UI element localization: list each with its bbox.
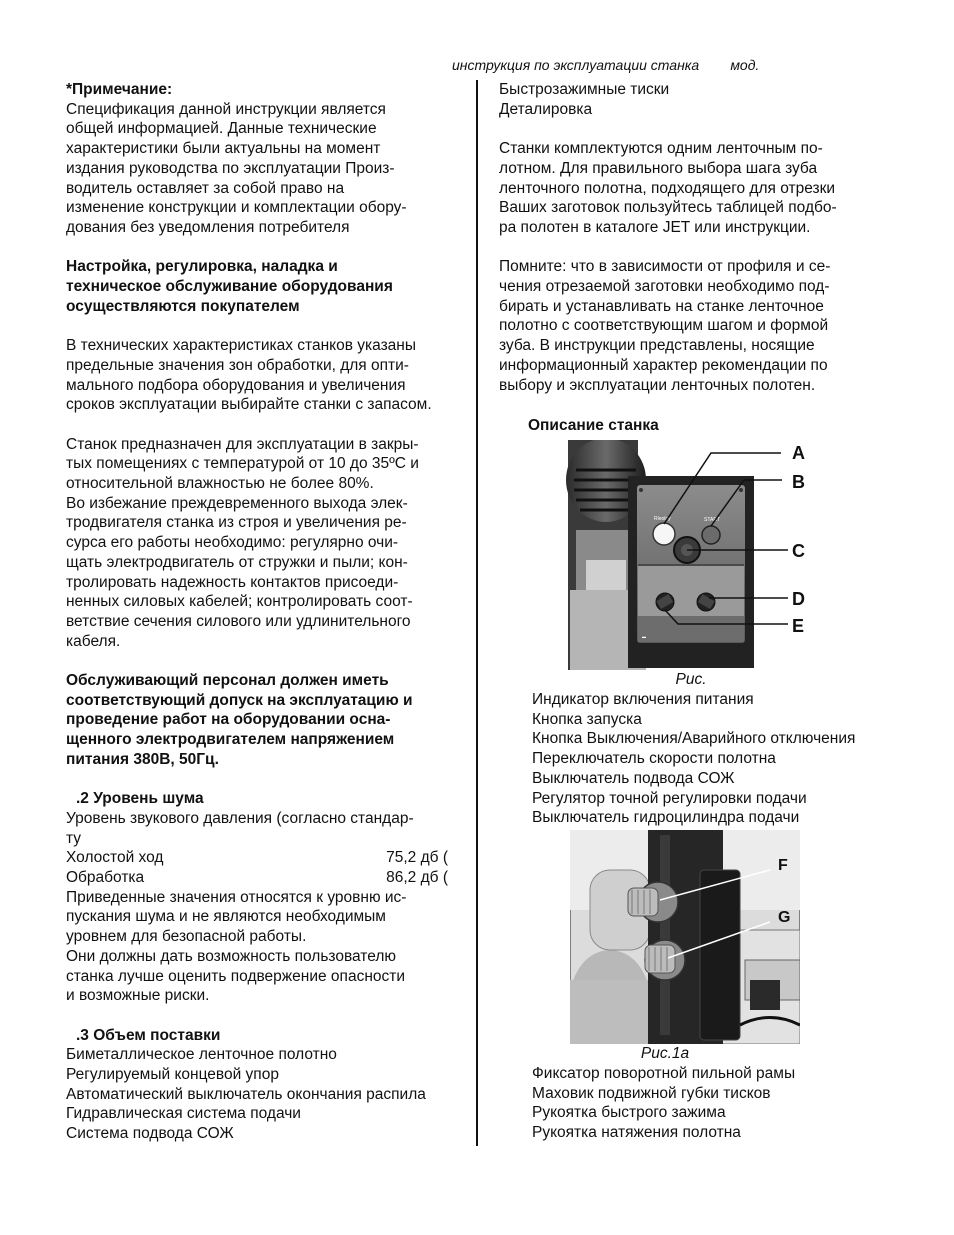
text-line: ветствие сечения силового или удлинительного <box>66 612 411 630</box>
figure-label: C <box>792 541 805 561</box>
text-line: характеристики были актуальны на момент <box>66 140 381 158</box>
fig1-items <box>532 690 942 828</box>
header-title: инструкция по эксплуатации станка <box>452 57 700 73</box>
figure-label: E <box>792 616 805 636</box>
text-line: бирать и устанавливать на станке ленточное <box>499 297 824 315</box>
list-item: Фиксатор поворотной пильной рамы <box>532 1065 796 1082</box>
text-line: изменение конструкции и комплектации обору- <box>66 199 407 217</box>
figure-label: D <box>792 589 805 609</box>
left-column <box>66 80 471 1144</box>
figure-label: A <box>792 443 805 463</box>
text-line: уровнем для безопасной работы. <box>66 928 307 946</box>
text-line: Уровень звукового давления (согласно стандар- <box>66 809 414 827</box>
blade-paragraph <box>499 139 939 238</box>
note-title: *Примечание: <box>66 81 173 98</box>
noise-section-title: .2 Уровень шума <box>76 790 204 808</box>
figure-caption: Рис.1а <box>640 1045 690 1062</box>
text-line: проведение работ на оборудовании осна- <box>66 711 391 729</box>
page-header <box>452 57 759 73</box>
list-item: Регулятор точной регулировки подачи <box>532 789 807 807</box>
noise-notes <box>66 888 471 1006</box>
personnel-warning <box>66 671 471 770</box>
list-item: Рукоятка быстрого зажима <box>532 1104 726 1122</box>
note-paragraph <box>66 100 471 238</box>
fig2-caption-wrap <box>570 1044 800 1064</box>
text-line: кабеля. <box>66 632 121 650</box>
text-line: ненных силовых кабелей; контролировать соот- <box>66 593 413 611</box>
noise-row <box>66 868 448 888</box>
text-line: Cтанок предназначен для эксплуатации в закры- <box>66 435 419 453</box>
start-button <box>702 526 720 544</box>
text-line: осуществляются покупателем <box>66 297 300 315</box>
text-line: пускания шума и не являются необходимым <box>66 908 386 926</box>
text-line: Спецификация данной инструкции является <box>66 100 386 118</box>
text-line: станка лучше оценить подвержение опасности <box>66 967 406 985</box>
header-model: мод. <box>730 57 760 73</box>
list-item: Маховик подвижной губки тисков <box>532 1084 771 1102</box>
list-item: Кнопка запуска <box>532 710 642 728</box>
list-item: Индикатор включения питания <box>532 691 754 708</box>
text-line: тродвигателя станка из строя и увеличения ре- <box>66 514 407 532</box>
panel-text: Rleolny <box>654 516 671 522</box>
text-line: тых помещениях с температурой от 10 до 35ºС и <box>66 455 419 473</box>
text-line: информационный характер рекомендации по <box>499 356 828 374</box>
panel-text: START <box>704 517 720 523</box>
list-item: Система подвода СОЖ <box>66 1125 234 1143</box>
usage-paragraph <box>66 435 471 652</box>
setup-warning <box>66 257 471 316</box>
list-item: Гидравлическая система подачи <box>66 1105 301 1123</box>
list-item: Выключатель гидроцилиндра подачи <box>532 809 800 827</box>
text-line: выбору и эксплуатации ленточных полотен. <box>499 376 816 394</box>
text-line: Обслуживающий персонал должен иметь <box>66 672 389 690</box>
text-line: В технических характеристиках станков указаны <box>66 337 416 355</box>
text-line: сроков эксплуатации выбирайте станки с запасом. <box>66 396 432 414</box>
text-line: щенного электродвигателем напряжением <box>66 731 395 749</box>
vise-jaw <box>700 870 740 1040</box>
text-line: лотном. Для правильного выбора шага зуба <box>499 159 818 177</box>
list-item: Деталировка <box>499 100 593 118</box>
delivery-list-continued <box>499 80 939 119</box>
fig2-items <box>532 1064 942 1143</box>
text-line: зуба. В инструкции представлены, носящие <box>499 337 815 355</box>
specs-paragraph <box>66 336 471 415</box>
list-item: Быстрозажимные тиски <box>499 81 670 98</box>
text-line: Приведенные значения относятся к уровню ис- <box>66 888 407 906</box>
power-indicator <box>653 523 675 545</box>
noise-value: 86,2 дб ( <box>386 869 448 887</box>
list-item: Переключатель скорости полотна <box>532 750 776 768</box>
text-line: водитель оставляет за собой право на <box>66 179 345 197</box>
text-line: соответствующий допуск на эксплуатацию и <box>66 691 413 709</box>
text-line: относительной влажностью не более 80%. <box>66 475 374 493</box>
list-item: Биметаллическое ленточное полотно <box>66 1046 337 1064</box>
list-item: Регулируемый концевой упор <box>66 1066 279 1084</box>
text-line: предельные значения зон обработки, для опти- <box>66 356 409 374</box>
text-line: общей информацией. Данные технические <box>66 120 377 138</box>
delivery-section-title: .3 Объем поставки <box>76 1026 221 1044</box>
text-line: ра полотен в каталоге JET или инструкции. <box>499 218 811 236</box>
list-item: Кнопка Выключения/Аварийного отключения <box>532 730 856 748</box>
text-line: Ваших заготовок пользуйтесь таблицей подбо- <box>499 199 837 217</box>
svg-text:▬: ▬ <box>642 634 646 639</box>
text-line: щать электродвигатель от стружки и пыли; кон- <box>66 553 408 571</box>
desc-section-title: Описание станка <box>528 417 659 434</box>
text-line: чения отрезаемой заготовки необходимо под- <box>499 278 830 295</box>
text-line: мального подбора оборудования и увеличения <box>66 376 406 394</box>
desc-section-title-wrap <box>528 416 659 436</box>
text-line: дования без уведомления потребителя <box>66 218 350 236</box>
list-item: Рукоятка натяжения полотна <box>532 1124 741 1142</box>
text-line: Настройка, регулировка, наладка и <box>66 258 338 276</box>
text-line: Во избежание преждевременного выхода элек- <box>66 494 408 512</box>
fig1-caption-wrap <box>566 670 816 690</box>
right-column <box>499 80 939 395</box>
text-line: тролировать надежность контактов присоеди- <box>66 573 399 591</box>
text-line: ленточного полотна, подходящего для отрезки <box>499 179 836 197</box>
text-line: ту <box>66 829 82 847</box>
text-line: Они должны дать возможность пользователю <box>66 947 397 965</box>
delivery-list <box>66 1045 471 1144</box>
text-line: питания 380В, 50Гц. <box>66 750 219 768</box>
list-item: Выключатель подвода СОЖ <box>532 769 735 787</box>
figure-label: B <box>792 472 805 492</box>
text-line: Станки комплектуются одним ленточным по- <box>499 140 823 158</box>
noise-row <box>66 848 448 868</box>
text-line: Помните: что в зависимости от профиля и се- <box>499 258 831 276</box>
text-line: сурса его работы необходимо: регулярно очи- <box>66 534 399 552</box>
column-divider <box>476 80 478 1146</box>
figure-label: F <box>778 857 788 874</box>
remember-paragraph <box>499 257 939 395</box>
text-line: и возможные риски. <box>66 987 210 1005</box>
figure-caption: Рис. <box>675 671 707 688</box>
list-item: Автоматический выключатель окончания распила <box>66 1085 426 1103</box>
noise-label: Обработка <box>66 869 145 887</box>
vise-figure <box>570 830 800 1044</box>
control-panel-figure <box>566 440 816 672</box>
text-line: полотно с соответствующим шагом и формой <box>499 317 829 335</box>
noise-value: 75,2 дб ( <box>386 849 448 867</box>
noise-label: Холостой ход <box>66 849 164 867</box>
text-line: издания руководства по эксплуатации Произ- <box>66 159 395 177</box>
text-line: техническое обслуживание оборудования <box>66 278 393 296</box>
figure-label: G <box>778 909 791 926</box>
